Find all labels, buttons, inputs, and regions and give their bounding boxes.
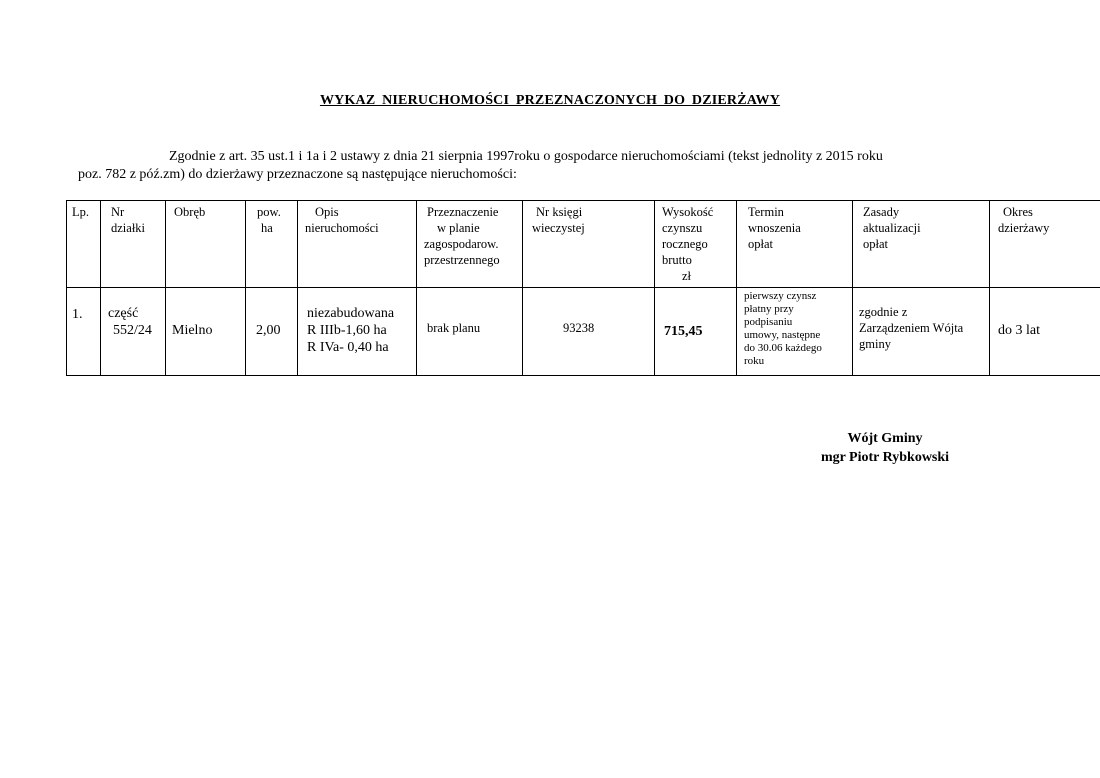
header-zasady bbox=[863, 204, 921, 252]
header-obreb: Obręb bbox=[174, 205, 206, 219]
intro-paragraph bbox=[78, 148, 998, 184]
row-opis-line: R IIIb-1,60 ha bbox=[307, 323, 387, 338]
header-termin bbox=[748, 204, 801, 252]
row-opis-line: niezabudowana bbox=[307, 306, 395, 321]
row-opis bbox=[307, 305, 394, 356]
row-nr-dzialki-line: część bbox=[108, 306, 139, 321]
row-obreb: Mielno bbox=[172, 323, 213, 338]
header-opis-line: Opis bbox=[315, 205, 339, 219]
row-ksiega: 93238 bbox=[563, 321, 595, 335]
row-opis-line: R IVa- 0,40 ha bbox=[307, 340, 389, 355]
header-nr-dzialki-line: Nr bbox=[111, 205, 125, 219]
header-pow-line: ha bbox=[261, 221, 273, 235]
row-zasady bbox=[859, 304, 963, 352]
header-termin-line: wnoszenia bbox=[748, 221, 801, 235]
signature-name: mgr Piotr Rybkowski bbox=[820, 450, 950, 465]
header-przeznaczenie bbox=[424, 204, 500, 268]
header-zasady-line: aktualizacji bbox=[863, 221, 921, 235]
header-przeznaczenie-line: Przeznaczenie bbox=[427, 205, 499, 219]
header-ksiega-line: wieczystej bbox=[532, 221, 585, 235]
row-przeznaczenie: brak planu bbox=[427, 321, 481, 335]
header-wysokosc-line: czynszu bbox=[662, 221, 703, 235]
row-termin-line: płatny przy bbox=[744, 303, 794, 315]
row-termin-line: do 30.06 każdego bbox=[744, 342, 822, 354]
signature-title: Wójt Gminy bbox=[847, 431, 923, 446]
header-wysokosc bbox=[662, 204, 713, 284]
header-okres-line: dzierżawy bbox=[998, 221, 1050, 235]
header-okres-line: Okres bbox=[1003, 205, 1033, 219]
header-przeznaczenie-line: zagospodarow. bbox=[424, 237, 499, 251]
header-okres bbox=[998, 204, 1049, 236]
header-wysokosc-line: brutto bbox=[662, 253, 692, 267]
row-wysokosc: 715,45 bbox=[664, 324, 703, 339]
header-zasady-line: Zasady bbox=[863, 205, 900, 219]
header-wysokosc-line: Wysokość bbox=[662, 205, 714, 219]
row-lp: 1. bbox=[72, 307, 83, 322]
header-lp: Lp. bbox=[72, 205, 90, 219]
row-pow: 2,00 bbox=[256, 323, 281, 338]
header-przeznaczenie-line: w planie bbox=[437, 221, 480, 235]
row-termin-line: roku bbox=[744, 355, 765, 367]
row-zasady-line: Zarządzeniem Wójta bbox=[859, 321, 964, 335]
header-pow bbox=[257, 204, 281, 236]
header-opis-line: nieruchomości bbox=[305, 221, 379, 235]
header-przeznaczenie-line: przestrzennego bbox=[424, 253, 500, 267]
header-nr-dzialki bbox=[111, 204, 145, 236]
header-nr-dzialki-line: działki bbox=[111, 221, 146, 235]
header-ksiega-line: Nr księgi bbox=[536, 205, 583, 219]
row-zasady-line: gminy bbox=[859, 337, 891, 351]
header-ksiega bbox=[532, 204, 585, 236]
intro-line-1: Zgodnie z art. 35 ust.1 i 1a i 2 ustawy z dnia 21 sierpnia 1997roku o gospodarce nieruchomościami (tekst jednolity z 2015 roku bbox=[169, 149, 883, 164]
row-termin bbox=[744, 290, 822, 368]
header-wysokosc-line: zł bbox=[682, 269, 692, 283]
row-termin-line: podpisaniu bbox=[744, 316, 793, 328]
row-termin-line: umowy, następne bbox=[744, 329, 821, 341]
header-wysokosc-line: rocznego bbox=[662, 237, 708, 251]
row-termin-line: pierwszy czynsz bbox=[744, 290, 817, 302]
row-nr-dzialki bbox=[103, 305, 152, 339]
header-opis bbox=[305, 204, 379, 236]
header-termin-line: opłat bbox=[748, 237, 773, 251]
document-title: WYKAZ NIERUCHOMOŚCI PRZEZNACZONYCH DO DZIERŻAWY bbox=[319, 93, 781, 108]
intro-line-2: poz. 782 z póź.zm) do dzierżawy przeznaczone są następujące nieruchomości: bbox=[78, 167, 517, 182]
header-pow-line: pow. bbox=[257, 205, 281, 219]
header-termin-line: Termin bbox=[748, 205, 784, 219]
row-okres: do 3 lat bbox=[998, 323, 1040, 338]
row-nr-dzialki-line: 552/24 bbox=[113, 323, 152, 338]
row-zasady-line: zgodnie z bbox=[859, 305, 908, 319]
header-zasady-line: opłat bbox=[863, 237, 888, 251]
